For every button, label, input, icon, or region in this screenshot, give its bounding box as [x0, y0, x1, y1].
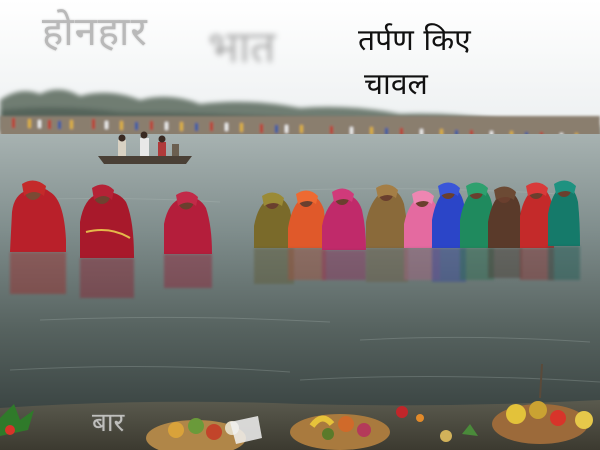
faded-overlay-word-1: होनहार [42, 9, 148, 55]
blurred-overlay-word: भात [208, 22, 276, 73]
caption-line-1: तर्पण किए [358, 23, 471, 58]
faded-overlay-word-bottom: बार [92, 408, 125, 438]
basket-2 [290, 414, 390, 450]
caption-line-2: चावल [364, 67, 428, 102]
